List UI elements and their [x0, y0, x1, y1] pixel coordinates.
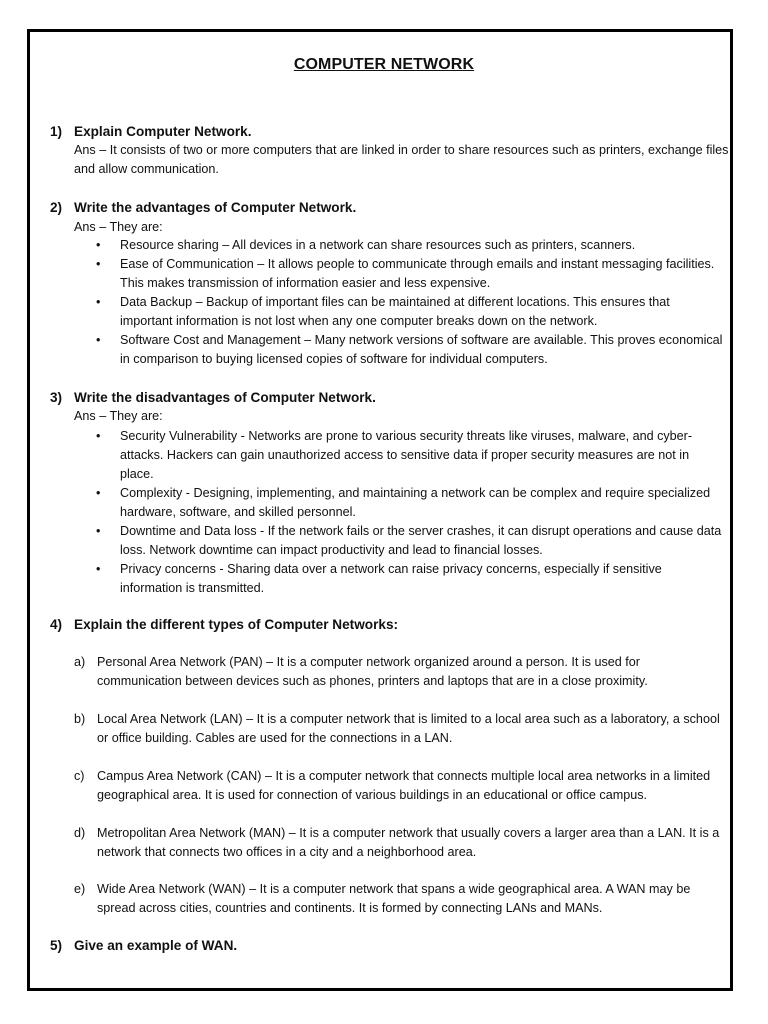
network-type-item — [74, 880, 726, 918]
question-number: 5) — [50, 938, 63, 953]
question-text: Explain the different types of Computer Networks: — [74, 617, 399, 632]
list-item — [74, 484, 724, 522]
disadvantages-list — [74, 427, 724, 598]
bullet-icon: • — [96, 562, 101, 576]
question-number: 1) — [50, 124, 63, 139]
item-text: Local Area Network (LAN) – It is a computer network that is limited to a local area such as a laboratory, a school or office building. Cables are used for the connections in a LAN. — [97, 712, 720, 745]
network-type-item — [74, 767, 726, 805]
item-text: Personal Area Network (PAN) – It is a computer network organized around a person. It is used for communication between devices such as phones, printers and laptops that are in a close proximity. — [97, 655, 648, 688]
item-text: Campus Area Network (CAN) – It is a computer network that connects multiple local area networks in a limited geographical area. It is used for connection of various buildings in an educational or office campus. — [97, 769, 711, 802]
question-3-intro: Ans – They are: — [74, 409, 163, 423]
question-1-answer: Ans – It consists of two or more computers that are linked in order to share resources such as printers, exchange files and allow communication. — [74, 143, 729, 176]
list-item — [74, 427, 724, 484]
item-letter: e) — [74, 882, 86, 896]
list-item — [74, 293, 724, 331]
bullet-icon: • — [96, 524, 101, 538]
item-text: Wide Area Network (WAN) – It is a computer network that spans a wide geographical area. A WAN may be spread across cities, countries and continents. It is formed by connecting LANs and MANs. — [97, 882, 691, 915]
list-item — [74, 522, 724, 560]
question-number: 3) — [50, 390, 63, 405]
item-letter: b) — [74, 712, 86, 726]
list-item-text: Software Cost and Management – Many network versions of software are available. This proves economical in comparison to buying licensed copies of software for individual computers. — [120, 333, 723, 366]
list-item-text: Privacy concerns - Sharing data over a network can raise privacy concerns, especially if sensitive information is transmitted. — [120, 562, 662, 595]
bullet-icon: • — [96, 486, 101, 500]
question-5-heading — [50, 936, 237, 955]
question-number: 2) — [50, 200, 63, 215]
question-3-heading — [50, 388, 376, 407]
question-number: 4) — [50, 617, 63, 632]
question-text: Write the advantages of Computer Network. — [74, 200, 357, 215]
item-letter: c) — [74, 769, 85, 783]
network-type-item — [74, 824, 726, 862]
list-item — [74, 331, 724, 369]
question-text: Give an example of WAN. — [74, 938, 238, 953]
item-text: Metropolitan Area Network (MAN) – It is a computer network that usually covers a larger area than a LAN. It is a network that connects two offices in a city and a neighborhood area. — [97, 826, 720, 859]
list-item — [74, 560, 724, 598]
document-title: COMPUTER NETWORK — [293, 56, 475, 73]
question-text: Write the disadvantages of Computer Network. — [74, 390, 376, 405]
list-item — [74, 236, 724, 255]
question-2-heading — [50, 198, 356, 217]
item-letter: a) — [74, 655, 86, 669]
bullet-icon: • — [96, 295, 101, 309]
list-item — [74, 255, 724, 293]
item-letter: d) — [74, 826, 86, 840]
question-2-intro: Ans – They are: — [74, 220, 163, 234]
bullet-icon: • — [96, 429, 101, 443]
list-item-text: Resource sharing – All devices in a network can share resources such as printers, scanners. — [120, 238, 636, 252]
bullet-icon: • — [96, 257, 101, 271]
bullet-icon: • — [96, 238, 101, 252]
network-type-item — [74, 653, 726, 691]
list-item-text: Data Backup – Backup of important files can be maintained at different locations. This ensures that important information is not lost when any one computer breaks down on the network. — [120, 295, 670, 328]
list-item-text: Ease of Communication – It allows people to communicate through emails and instant messaging facilities. This makes transmission of information easier and less expensive. — [120, 257, 715, 290]
list-item-text: Complexity - Designing, implementing, and maintaining a network can be complex and require specialized hardware, software, and skilled personnel. — [120, 486, 711, 519]
list-item-text: Downtime and Data loss - If the network fails or the server crashes, it can disrupt operations and cause data loss. Network downtime can impact productivity and lead to financial losses. — [120, 524, 722, 557]
bullet-icon: • — [96, 333, 101, 347]
question-4-heading — [50, 615, 398, 634]
question-text: Explain Computer Network. — [74, 124, 252, 139]
question-1-heading — [50, 122, 252, 141]
network-type-item — [74, 710, 726, 748]
list-item-text: Security Vulnerability - Networks are prone to various security threats like viruses, malware, and cyber-attacks. Hackers can gain unauthorized access to sensitive data if proper security measures are not in place. — [120, 429, 693, 481]
advantages-list — [74, 236, 724, 369]
